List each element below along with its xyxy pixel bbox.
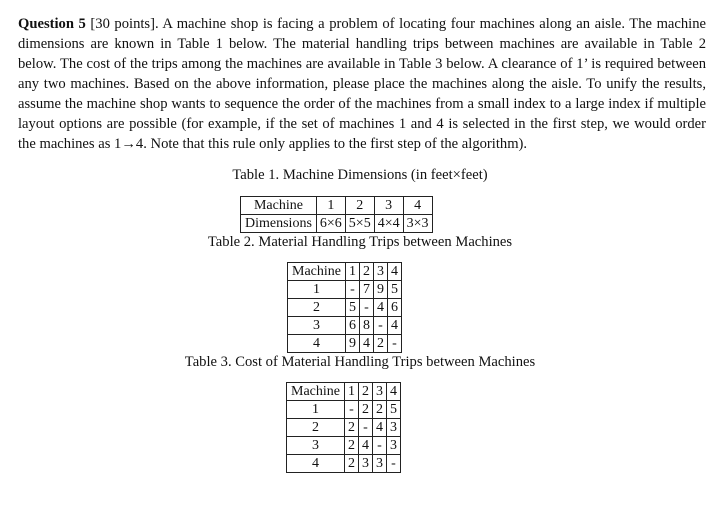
table-cell: 4 [372,419,386,437]
table-cell: 3×3 [403,215,432,233]
table-cell: 5 [386,401,400,419]
table-cell: 2 [344,419,358,437]
table-header-cell: Dimensions [241,215,317,233]
table-row [288,335,402,353]
table-cell: 3 [374,197,403,215]
table-cell: 6 [345,317,359,335]
table-row-label: 2 [287,419,345,437]
table-cell: 5 [345,299,359,317]
table-row [288,281,402,299]
table-cell: 5×5 [345,215,374,233]
table-cell: 4×4 [374,215,403,233]
table-cell: 3 [386,419,400,437]
table-header-cell: 3 [372,383,386,401]
table-cell: 2 [373,335,387,353]
table-row-label: 1 [287,401,345,419]
table-cell: 2 [358,401,372,419]
table-cell: - [345,281,359,299]
table-cell: 4 [373,299,387,317]
table-cell: 6×6 [316,215,345,233]
question-body: A machine shop is facing a problem of locating four machines along an aisle. The machine dimensions are known in Table 1 below. The material handling trips between machines are available in Table 2 below. The cost of the trips among the machines are available in Table 3 below. A clearance of 1’ is required between any two machines. Based on the above information, please place the machines along the aisle. To unify the results, assume the machine shop wants to sequence the order of the machines from a small index to a large index if multiple layout options are possible (for example, if the set of machines 1 and 4 is selected in the first step, we would order the machines as 1→4. Note that this rule only applies to the first step of the algorithm). [18,16,707,152]
table-cell: 2 [345,197,374,215]
table-cell: 5 [387,281,401,299]
table-cell: - [359,299,373,317]
table-row [288,263,402,281]
table-cell: 6 [387,299,401,317]
table-header-cell: 1 [345,263,359,281]
table-cell: 3 [386,437,400,455]
table-cell: - [373,317,387,335]
table1-caption: Table 1. Machine Dimensions (in feet×feet) [232,167,488,183]
table-cell: - [387,335,401,353]
table-cell: 4 [358,437,372,455]
table-cell: 2 [344,455,358,473]
table-cell: - [358,419,372,437]
table-row [241,215,433,233]
table1-machine-dimensions [240,196,433,233]
question-points: [30 points]. [90,16,159,32]
table3-trip-costs [286,382,401,473]
table-cell: 4 [403,197,432,215]
table-header-cell: 3 [373,263,387,281]
table-cell: 4 [359,335,373,353]
question-label: Question 5 [18,16,86,32]
table-row [287,383,401,401]
table-cell: 8 [359,317,373,335]
table-row-label: 1 [288,281,346,299]
table-cell: 2 [372,401,386,419]
table-row-label: 2 [288,299,346,317]
table-header-cell: Machine [287,383,345,401]
table-row [288,299,402,317]
table-row-label: 4 [288,335,346,353]
table-cell: 9 [373,281,387,299]
table-cell: - [372,437,386,455]
table2-caption: Table 2. Material Handling Trips between Machines [207,234,513,250]
table-cell: - [386,455,400,473]
table-header-cell: 1 [344,383,358,401]
table-cell: 4 [387,317,401,335]
table-row-label: 4 [287,455,345,473]
table-header-cell: 2 [359,263,373,281]
table3-caption: Table 3. Cost of Material Handling Trips between Machines [184,354,536,370]
table-row [287,401,401,419]
table-cell: 1 [316,197,345,215]
table-cell: 2 [344,437,358,455]
table-header-cell: 2 [358,383,372,401]
table-row [287,455,401,473]
table-cell: 3 [372,455,386,473]
question-text [18,14,706,154]
table-cell: 3 [358,455,372,473]
table-row [241,197,433,215]
table-header-cell: 4 [387,263,401,281]
table-row [288,317,402,335]
table-header-cell: Machine [241,197,317,215]
table-row-label: 3 [287,437,345,455]
table-row-label: 3 [288,317,346,335]
table-cell: 9 [345,335,359,353]
table-cell: 7 [359,281,373,299]
table2-handling-trips [287,262,402,353]
table-row [287,419,401,437]
table-row [287,437,401,455]
table-cell: - [344,401,358,419]
table-header-cell: Machine [288,263,346,281]
table-header-cell: 4 [386,383,400,401]
